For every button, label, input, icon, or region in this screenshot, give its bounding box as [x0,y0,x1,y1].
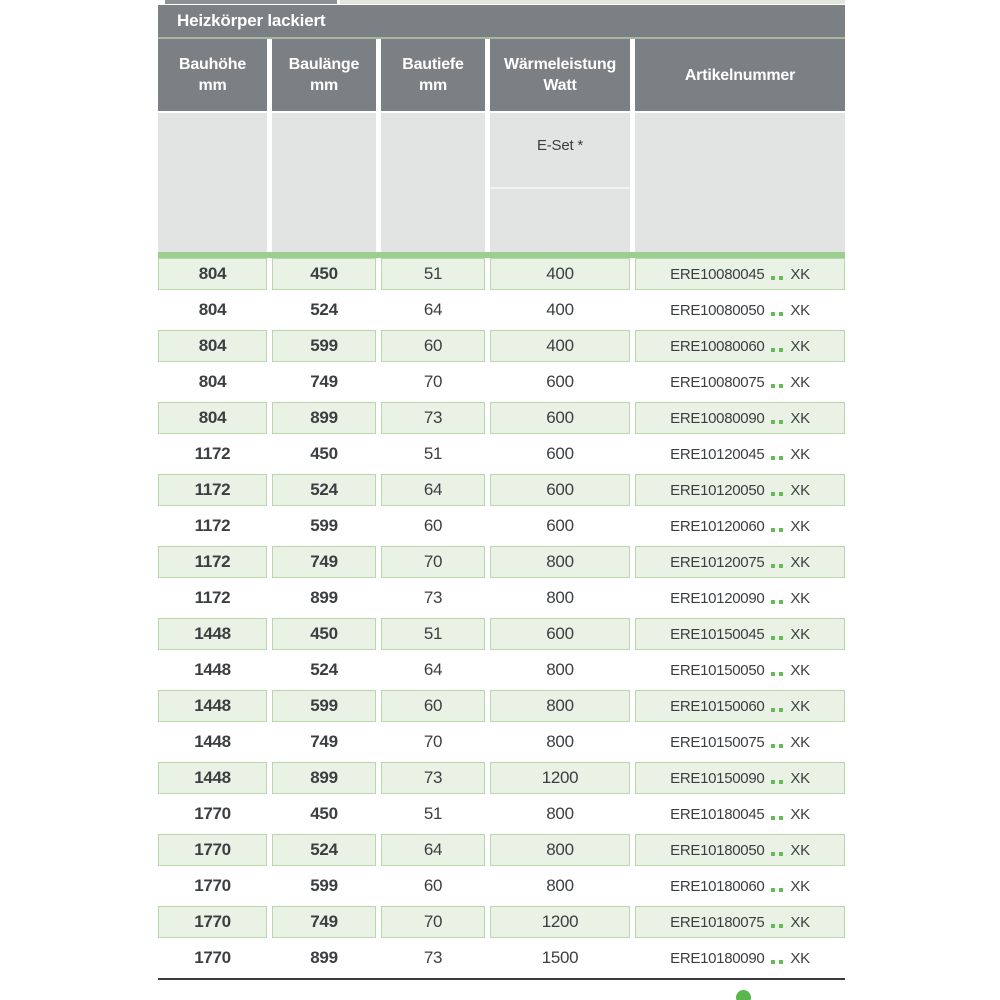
bauhoehe-cell: 804 [158,402,267,434]
bautiefe-cell: 64 [381,474,485,506]
bauhoehe-cell: 1448 [158,690,267,722]
column-header-line1: Bautiefe [402,56,464,73]
placeholder-dots-icon [771,448,783,460]
artikelnummer-cell [635,330,845,362]
table-row [158,726,845,762]
artikel-suffix: XK [790,373,810,391]
table-row [158,906,845,942]
table-row [158,762,845,798]
artikel-prefix: ERE10080060 [670,337,765,355]
baulaenge-cell: 749 [310,732,338,751]
watt-cell: 800 [490,690,630,722]
artikelnummer-cell [635,582,845,614]
artikel-prefix: ERE10120045 [670,445,765,463]
table-row [158,870,845,906]
table-row [158,546,845,582]
artikel-prefix: ERE10080045 [670,265,765,283]
bautiefe-cell: 73 [381,762,485,794]
artikelnummer-cell [635,546,845,578]
artikel-prefix: ERE10080050 [670,301,765,319]
placeholder-dots-icon [771,484,783,496]
artikel-prefix: ERE10120050 [670,481,765,499]
artikelnummer-cell [635,258,845,290]
bautiefe-cell: 51 [423,444,443,463]
baulaenge-cell: 899 [310,588,338,607]
artikel-prefix: ERE10180050 [670,841,765,859]
watt-cell: 600 [490,474,630,506]
artikel-suffix: XK [790,841,810,859]
baulaenge-cell: 450 [310,444,338,463]
artikelnummer-cell [635,654,845,686]
bauhoehe-cell: 1770 [158,906,267,938]
artikel-suffix: XK [790,697,810,715]
bautiefe-cell: 60 [423,516,443,535]
column-header-baulaenge [272,39,376,111]
artikel-suffix: XK [790,913,810,931]
column-header-line2: mm [418,77,448,94]
table-row [158,618,845,654]
placeholder-dots-icon [771,412,783,424]
bautiefe-cell: 70 [381,546,485,578]
artikel-prefix: ERE10180045 [670,805,765,823]
bautiefe-cell: 60 [381,690,485,722]
bautiefe-cell: 73 [423,588,443,607]
artikel-prefix: ERE10150060 [670,697,765,715]
artikel-prefix: ERE10180075 [670,913,765,931]
table-row [158,942,845,978]
artikel-suffix: XK [790,445,810,463]
baulaenge-cell: 899 [272,762,376,794]
bauhoehe-cell: 1448 [194,732,231,751]
placeholder-dots-icon [771,520,783,532]
bauhoehe-cell: 804 [158,258,267,290]
subheader-row [158,113,845,252]
table-row [158,330,845,366]
artikel-suffix: XK [790,877,810,895]
table-row [158,654,845,690]
bautiefe-cell: 60 [381,330,485,362]
baulaenge-cell: 899 [272,402,376,434]
placeholder-dots-icon [771,952,783,964]
artikelnummer-cell [635,762,845,794]
watt-cell: 600 [546,372,574,391]
bautiefe-cell: 64 [423,300,443,319]
column-header-line1: Bauhöhe [178,56,247,73]
artikel-prefix: ERE10120075 [670,553,765,571]
watt-cell: 600 [546,444,574,463]
bauhoehe-cell: 1448 [194,660,231,679]
table-rows [158,258,845,978]
bauhoehe-cell: 1770 [158,834,267,866]
artikelnummer-cell [635,618,845,650]
subheader-cell-bauhoehe [158,113,267,252]
column-header-artikelnummer [635,39,845,111]
artikel-prefix: ERE10150050 [670,661,765,679]
watt-cell: 600 [490,402,630,434]
table-row [158,258,845,294]
subheader-cell-bautiefe [381,113,485,252]
artikelnummer-cell [635,366,845,398]
placeholder-dots-icon [771,700,783,712]
table-row [158,438,845,474]
artikelnummer-cell [635,402,845,434]
watt-cell: 800 [490,834,630,866]
subheader-cell-eset [490,113,630,252]
bautiefe-cell: 70 [381,906,485,938]
column-header-row [158,39,845,111]
baulaenge-cell: 450 [272,258,376,290]
artikel-prefix: ERE10180090 [670,949,765,967]
placeholder-dots-icon [771,628,783,640]
watt-cell: 800 [546,876,574,895]
artikel-prefix: ERE10080090 [670,409,765,427]
bautiefe-cell: 64 [423,660,443,679]
artikel-suffix: XK [790,337,810,355]
bautiefe-cell: 64 [381,834,485,866]
watt-cell: 800 [490,546,630,578]
placeholder-dots-icon [771,340,783,352]
column-header-line1: Wärmeleistung [503,56,617,73]
baulaenge-cell: 524 [310,660,338,679]
artikel-prefix: ERE10120090 [670,589,765,607]
table-row [158,798,845,834]
artikel-prefix: ERE10120060 [670,517,765,535]
artikelnummer-cell [635,834,845,866]
bauhoehe-cell: 1448 [158,618,267,650]
bauhoehe-cell: 1172 [158,474,267,506]
artikel-prefix: ERE10150045 [670,625,765,643]
bauhoehe-cell: 804 [158,330,267,362]
bautiefe-cell: 70 [423,732,443,751]
bauhoehe-cell: 1172 [194,516,231,535]
table-row [158,510,845,546]
baulaenge-cell: 899 [310,948,338,967]
bauhoehe-cell: 1172 [194,588,231,607]
table-row [158,474,845,510]
placeholder-dots-icon [771,736,783,748]
artikel-suffix: XK [790,517,810,535]
baulaenge-cell: 524 [310,300,338,319]
artikel-prefix: ERE10180060 [670,877,765,895]
artikelnummer-cell [635,798,845,830]
artikel-suffix: XK [790,625,810,643]
bautiefe-cell: 51 [381,258,485,290]
placeholder-dots-icon [771,592,783,604]
placeholder-dots-icon [771,376,783,388]
green-dot-icon [736,990,751,1000]
artikelnummer-cell [635,870,845,902]
placeholder-dots-icon [771,916,783,928]
watt-cell: 1500 [541,948,579,967]
column-header-line1: Artikelnummer [684,66,796,84]
bautiefe-cell: 60 [423,876,443,895]
baulaenge-cell: 749 [272,546,376,578]
placeholder-dots-icon [771,304,783,316]
artikelnummer-cell [635,906,845,938]
baulaenge-cell: 599 [272,690,376,722]
table-row [158,690,845,726]
artikel-prefix: ERE10080075 [670,373,765,391]
baulaenge-cell: 599 [310,516,338,535]
artikel-suffix: XK [790,589,810,607]
bautiefe-cell: 70 [423,372,443,391]
bauhoehe-cell: 1172 [194,444,231,463]
watt-cell: 400 [490,258,630,290]
baulaenge-cell: 450 [310,804,338,823]
placeholder-dots-icon [771,844,783,856]
placeholder-dots-icon [771,772,783,784]
artikel-suffix: XK [790,301,810,319]
artikelnummer-cell [635,438,845,470]
column-header-waermeleistung [490,39,630,111]
watt-cell: 800 [546,732,574,751]
artikel-suffix: XK [790,265,810,283]
baulaenge-cell: 599 [272,330,376,362]
table-row [158,582,845,618]
watt-cell: 800 [546,804,574,823]
top-strip-light [340,0,845,4]
artikel-suffix: XK [790,769,810,787]
artikel-suffix: XK [790,409,810,427]
artikel-prefix: ERE10150075 [670,733,765,751]
artikel-suffix: XK [790,553,810,571]
artikel-suffix: XK [790,661,810,679]
baulaenge-cell: 749 [272,906,376,938]
artikelnummer-cell [635,474,845,506]
artikel-suffix: XK [790,805,810,823]
bauhoehe-cell: 804 [198,372,227,391]
subheader-split-line [490,187,630,189]
column-header-bautiefe [381,39,485,111]
placeholder-dots-icon [771,880,783,892]
bautiefe-cell: 51 [423,804,443,823]
placeholder-dots-icon [771,664,783,676]
artikel-prefix: ERE10150090 [670,769,765,787]
artikel-suffix: XK [790,733,810,751]
table-title: Heizkörper lackiert [158,5,845,37]
eset-label: E-Set * [536,137,584,154]
column-header-line2: mm [309,77,339,94]
table-bottom-rule [158,978,845,980]
bauhoehe-cell: 804 [198,300,227,319]
watt-cell: 800 [546,588,574,607]
bauhoehe-cell: 1448 [158,762,267,794]
baulaenge-cell: 749 [310,372,338,391]
watt-cell: 400 [546,300,574,319]
bautiefe-cell: 73 [381,402,485,434]
column-header-line2: Watt [543,77,577,94]
column-header-line2: mm [198,77,227,94]
baulaenge-cell: 524 [272,474,376,506]
artikel-suffix: XK [790,949,810,967]
watt-cell: 1200 [490,762,630,794]
placeholder-dots-icon [771,556,783,568]
watt-cell: 800 [546,660,574,679]
watt-cell: 1200 [490,906,630,938]
artikelnummer-cell [635,726,845,758]
bauhoehe-cell: 1770 [194,876,231,895]
placeholder-dots-icon [771,268,783,280]
bauhoehe-cell: 1172 [158,546,267,578]
table-row [158,834,845,870]
artikelnummer-cell [635,510,845,542]
top-strip-dark [165,0,337,4]
artikelnummer-cell [635,690,845,722]
column-header-line1: Baulänge [288,56,360,73]
table-row [158,402,845,438]
baulaenge-cell: 524 [272,834,376,866]
column-header-bauhoehe [158,39,267,111]
table-row [158,294,845,330]
placeholder-dots-icon [771,808,783,820]
baulaenge-cell: 599 [310,876,338,895]
bautiefe-cell: 51 [381,618,485,650]
spec-table [158,5,845,980]
subheader-cell-artikelnummer [635,113,845,252]
watt-cell: 600 [546,516,574,535]
subheader-cell-baulaenge [272,113,376,252]
watt-cell: 400 [490,330,630,362]
bautiefe-cell: 73 [423,948,443,967]
bauhoehe-cell: 1770 [194,948,231,967]
artikelnummer-cell [635,294,845,326]
watt-cell: 600 [490,618,630,650]
artikel-suffix: XK [790,481,810,499]
bauhoehe-cell: 1770 [194,804,231,823]
baulaenge-cell: 450 [272,618,376,650]
table-row [158,366,845,402]
artikelnummer-cell [635,942,845,974]
